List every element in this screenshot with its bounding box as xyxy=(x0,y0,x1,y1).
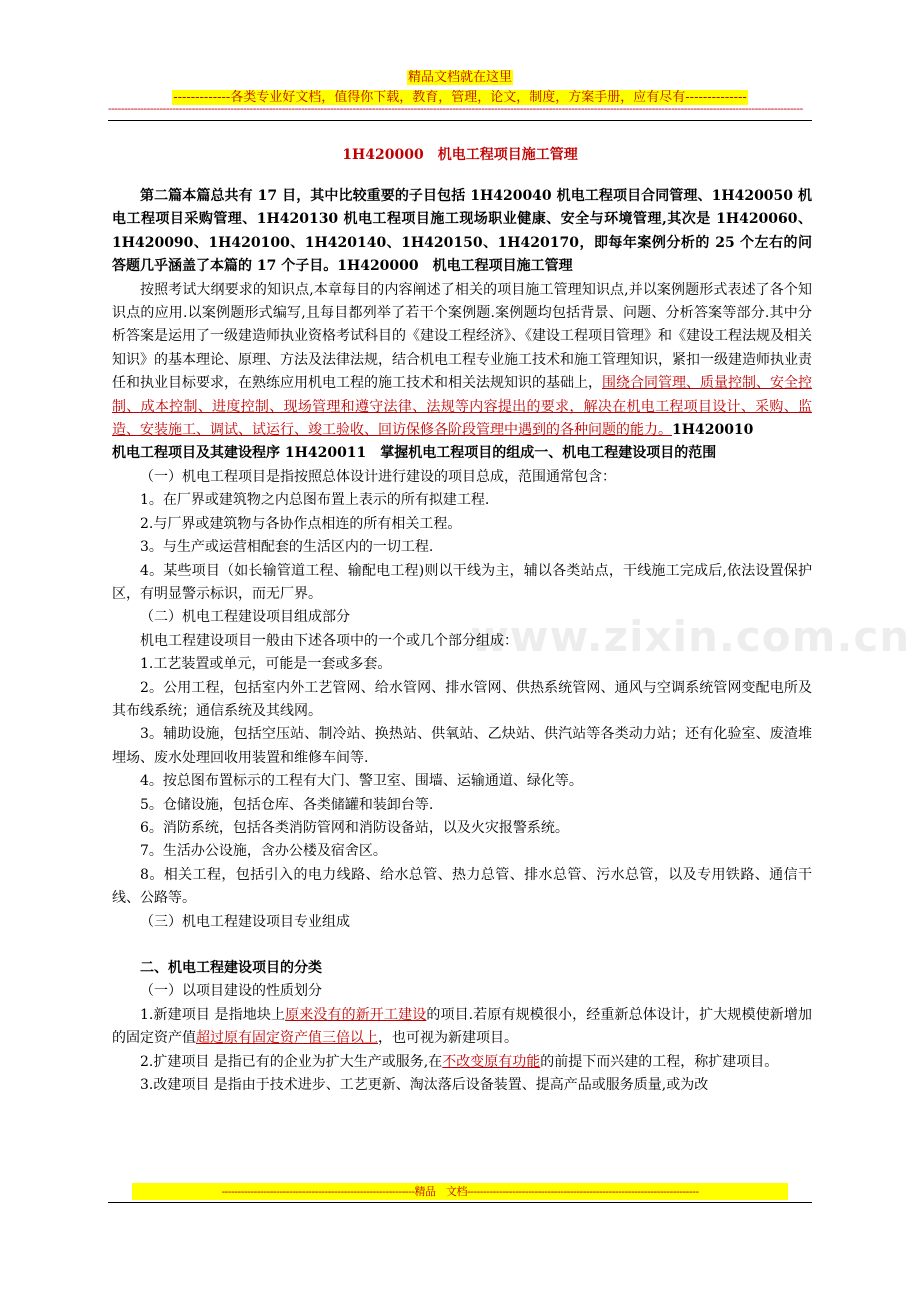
new-project-text-a: 1.新建项目 是指地块上 xyxy=(140,1006,286,1023)
document-body xyxy=(112,185,812,1097)
watermark-text: www.zixin.com.cn xyxy=(470,612,911,661)
new-project-underline-2: 超过原有固定资产值三倍以上 xyxy=(196,1030,378,1047)
new-project-underline-1: 原来没有的新开工建设 xyxy=(285,1006,427,1023)
composition-item-6: 6。消防系统，包括各类消防管网和消防设备站，以及火灾报警系统。 xyxy=(140,819,569,836)
footer-rule xyxy=(108,1202,812,1203)
composition-item-8: 8。相关工程，包括引入的电力线路、给水总管、热力总管、排水总管、污水总管，以及专用铁路、通信干线、公路等。 xyxy=(112,866,812,907)
intro-code: 1H420010 xyxy=(672,422,754,439)
renovation-paragraph: 3.改建项目 是指由于技术进步、工艺更新、淘汰落后设备装置、提高产品或服务质量,或为改 xyxy=(140,1077,709,1094)
scope-lead: （一）机电工程项目是指按照总体设计进行建设的项目总成，范围通常包含： xyxy=(140,468,616,485)
header-rule xyxy=(108,120,812,121)
composition-item-4: 4。按总图布置标示的工程有大门、警卫室、围墙、运输通道、绿化等。 xyxy=(140,773,583,790)
footer-banner: ------------------------------------------------------------精品 文档------------------------------------------------------------------------ xyxy=(132,1183,788,1200)
intro-underlined-text: 围绕合同管理、质量控制、安全控制、成本控制、进度控制、现场管理和遵守法律、法规等内容提出的要求，解决在机电工程项目设计、采购、监造、安装施工、调试、试运行、竣工验收、回访保修各阶段管理中遇到的各种问题的能力。 xyxy=(112,375,812,439)
scope-item-2: 2.与厂界或建筑物与各协作点相连的所有相关工程。 xyxy=(140,515,462,532)
intro-paragraph xyxy=(112,279,812,443)
intro-bold-paragraph: 第二篇本篇总共有 17 目，其中比较重要的子目包括 1H420040 机电工程项目合同管理、1H420050 机电工程项目采购管理、1H420130 机电工程项目施工现场职业健康、安全与环境管理,其次是 1H420060、1H420090、1H420100、1H420140、1H420150、1H420170，即每年案例分析的 25 个左右的问答题几乎涵盖了本篇的 17 个子目。1H420000 机电工程项目施工管理 xyxy=(112,188,812,275)
composition-lead: （二）机电工程建设项目组成部分 xyxy=(140,609,350,626)
new-project-text-b: 的项目.若原有规模很小，经重新总体设计，扩大规模使新增加的固定资产值 xyxy=(112,1006,813,1047)
section-heading-1: 机电工程项目及其建设程序 1H420011 掌握机电工程项目的组成一、机电工程建设项目的范围 xyxy=(112,445,717,462)
new-project-paragraph xyxy=(112,1004,812,1051)
new-project-text-c: ，也可视为新建项目。 xyxy=(378,1030,518,1047)
header-highlight-2: -------------各类专业好文档，值得你下载，教育，管理，论文，制度，方案手册，应有尽有-------------- xyxy=(173,90,747,105)
expansion-text-b: 的前提下而兴建的工程，称扩建项目。 xyxy=(540,1053,779,1070)
expansion-text-a: 2.扩建项目 是指已有的企业为扩大生产或服务,在 xyxy=(140,1053,443,1070)
composition-specialty: （三）机电工程建设项目专业组成 xyxy=(140,913,350,930)
classification-sub: （一）以项目建设的性质划分 xyxy=(140,983,322,1000)
header-dash-line: ------------------------------------------------------------------------------------------------------------------------------------------------------------------------------------------------------------------------ xyxy=(108,103,803,115)
composition-item-5: 5。仓储设施，包括仓库、各类储罐和装卸台等. xyxy=(140,796,434,813)
expansion-paragraph xyxy=(112,1051,812,1074)
composition-item-7: 7。生活办公设施，含办公楼及宿舍区。 xyxy=(140,843,387,860)
scope-item-4: 4。某些项目（如长输管道工程、输配电工程)则以干线为主，辅以各类站点，干线施工完成后,依法设置保护区，有明显警示标识，而无厂界。 xyxy=(112,562,812,602)
expansion-underline: 不改变原有功能 xyxy=(442,1053,541,1070)
composition-intro: 机电工程建设项目一般由下述各项中的一个或几个部分组成： xyxy=(140,632,518,649)
composition-item-1: 1.工艺装置或单元，可能是一套或多套。 xyxy=(140,656,392,673)
header-highlight-1: 精品文档就在这里 xyxy=(407,70,512,85)
scope-item-3: 3。与生产或运营相配套的生活区内的一切工程. xyxy=(140,539,434,556)
scope-item-1: 1。在厂界或建筑物之内总图布置上表示的所有拟建工程. xyxy=(140,492,490,509)
classification-heading: 二、机电工程建设项目的分类 xyxy=(140,960,322,976)
header-line-1 xyxy=(0,66,920,86)
page-title: 1H420000 机电工程项目施工管理 xyxy=(342,147,578,163)
composition-item-2: 2。公用工程，包括室内外工艺管网、给水管网、排水管网、供热系统管网、通风与空调系统管网变配电所及其布线系统；通信系统及其线网。 xyxy=(112,679,812,719)
composition-item-3: 3。辅助设施，包括空压站、制冷站、换热站、供氧站、乙炔站、供汽站等各类动力站；还有化验室、废渣堆埋场、废水处理回收用装置和维修车间等. xyxy=(112,726,812,766)
spacer xyxy=(112,934,812,957)
intro-plain-text: 按照考试大纲要求的知识点,本章每目的内容阐述了相关的项目施工管理知识点,并以案例题形式表述了各个知识点的应用.以案例题形式编写,且每目都列举了若干个案例题.案例题均包括背景、问题、分析答案等部分.其中分析答案是运用了一级建造师执业资格考试科目的《建设工程经济》、《建设工程项目管理》和《建设工程法规及相关知识》的基本理论、原理、方法及法律法规，结合机电工程专业施工技术和施工管理知识，紧扣一级建造师执业责任和执业目标要求，在熟练应用机电工程的施工技术和相关法规知识的基础上， xyxy=(112,281,812,392)
